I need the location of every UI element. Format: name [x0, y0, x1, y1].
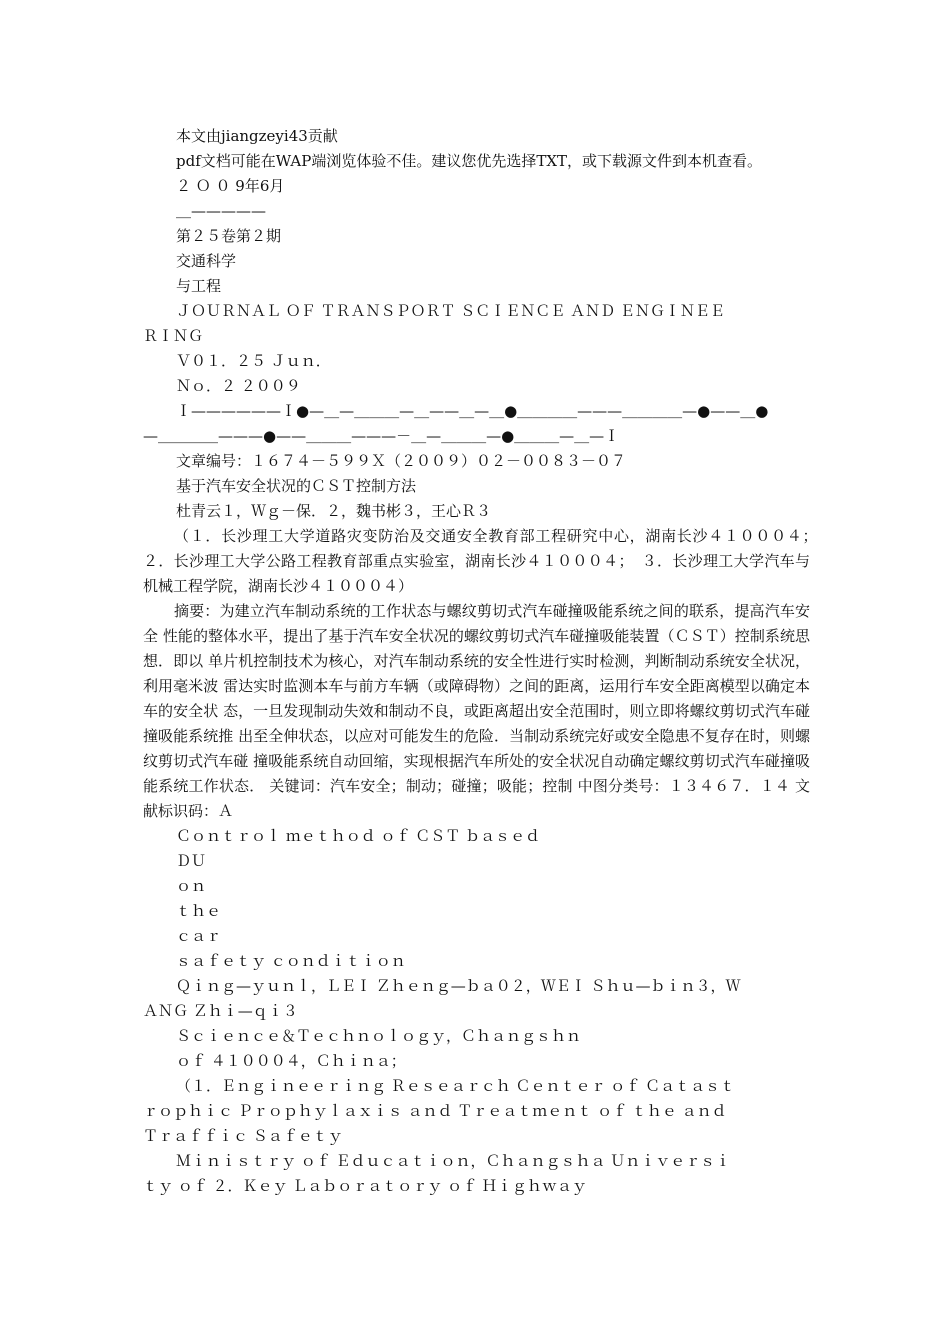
english-affiliation-6: Ｍｉｎｉｓｔｒｙ ｏｆ Ｅｄｕｃａｔｉｏｎ，Ｃｈａｎｇｓｈａ Ｕｎｉｖｅｒｓｉ [176, 1152, 731, 1170]
decorative-rule-2: —＿＿＿＿———●——＿＿＿———－＿—＿＿＿—●＿＿＿—＿—Ｉ [143, 427, 620, 445]
english-title-5: ｃａｒ [176, 927, 222, 945]
english-authors-1: Ｑｉｎｇ—ｙｕｎｌ，ＬＥＩ Ｚｈｅｎｇ—ｂａ０２，ＷＥＩ Ｓｈｕ—ｂｉｎ３，Ｗ [176, 977, 741, 995]
article-abstract: 摘要：为建立汽车制动系统的工作状态与螺纹剪切式汽车碰撞吸能系统之间的联系，提高汽车安全 性能的整体水平，提出了基于汽车安全状况的螺纹剪切式汽车碰撞吸能装置（ＣＳＴ）控制系统思想．即以 单片机控制技术为核心，对汽车制动系统的安全性进行实时检测，判断制动系统安全状况，利用毫米波 雷达实时监测本车与前方车辆（或障碍物）之间的距离，运用行车安全距离模型以确定本车的安全状 态，一旦发现制动失效和制动不良，或距离超出安全范围时，则立即将螺纹剪切式汽车碰撞吸能系统推 出至全伸状态，以应对可能发生的危险．当制动系统完好或安全隐患不复存在时，则螺纹剪切式汽车碰 撞吸能系统自动回缩，实现根据汽车所处的安全状况自动确定螺纹剪切式汽车碰撞吸能系统工作状态． 关键词：汽车安全；制动；碰撞；吸能；控制 中图分类号：１３４６７．１４ 文献标识码：Ａ [143, 602, 810, 820]
article-number: 文章编号：１６７４－５９９Ｘ（２００９）０２－００８３－０７ [176, 452, 627, 470]
journal-name-cn-2: 与工程 [176, 277, 222, 295]
volume-en: Ｖ０１．２５ Ｊｕｎ． [176, 352, 331, 370]
journal-name-en-1: ＪＯＵＲＮＡＬ ＯＦ ＴＲＡＮＳＰＯＲＴ ＳＣＩＥＮＣＥ ＡＮＤ ＥＮＧＩＮＥＥ [176, 302, 725, 320]
journal-name-cn-1: 交通科学 [176, 252, 237, 270]
number-en: Ｎｏ．２ ２００９ [176, 377, 301, 395]
english-affiliation-1: Ｓｃｉｅｎｃｅ＆Ｔｅｃｈｎｏｌｏｇｙ，Ｃｈａｎｇｓｈｎ [176, 1027, 582, 1045]
viewer-notice: pdf文档可能在WAP端浏览体验不佳。建议您优先选择TXT，或下载源文件到本机查看。 [176, 152, 763, 170]
english-affiliation-2: ｏｆ ４１０００４，Ｃｈｉｎａ； [176, 1052, 406, 1070]
volume-issue: 第２５卷第２期 [176, 227, 282, 245]
english-title-1: Ｃｏｎｔｒｏｌ ｍｅｔｈｏｄ ｏｆ ＣＳＴ ｂａｓｅｄ [176, 827, 541, 845]
english-title-4: ｔｈｅ [176, 902, 222, 920]
english-authors-2: ＡＮＧ Ｚｈｉ—ｑｉ３ [143, 1002, 298, 1020]
english-title-3: ｏｎ [176, 877, 207, 895]
header-rule: ＿————— [176, 202, 267, 220]
english-affiliation-5: Ｔｒａｆｆｉｃ Ｓａｆｅｔｙ [143, 1127, 343, 1145]
contributor-line: 本文由jiangzeyi43贡献 [176, 127, 338, 145]
article-authors: 杜青云１，Ｗｇ－保．２，魏书彬３，王心Ｒ３ [176, 502, 492, 520]
document-body [143, 124, 826, 1199]
article-affiliations: （１．长沙理工大学道路灾变防治及交通安全教育部工程研究中心，湖南长沙４１０００４； ２．长沙理工大学公路工程教育部重点实验室，湖南长沙４１０００４； ３．长沙理工大学汽车与机械工程学院，湖南长沙４１０００４） [143, 527, 826, 595]
english-title-2: ＤＵ [176, 852, 207, 870]
english-affiliation-4: ｒｏｐｈｉｃ Ｐｒｏｐｈｙｌａｘｉｓ ａｎｄ Ｔｒｅａｔｍｅｎｔ ｏｆ ｔｈｅ ａｎｄ [143, 1102, 727, 1120]
article-title: 基于汽车安全状况的ＣＳＴ控制方法 [176, 477, 417, 495]
english-affiliation-7: ｔｙ ｏｆ ２．Ｋｅｙ Ｌａｂｏｒａｔｏｒｙ ｏｆ Ｈｉｇｈｗａｙ [143, 1177, 587, 1195]
issue-date: ２ Ｏ ０ 9年6月 [176, 177, 285, 195]
english-title-6: ｓａｆｅｔｙ ｃｏｎｄｉｔｉｏｎ [176, 952, 406, 970]
decorative-rule-1: Ｉ——————Ｉ●—＿—＿＿＿—＿——＿—＿●＿＿＿＿———＿＿＿＿—●——＿● [176, 402, 769, 420]
english-affiliation-3: （１．Ｅｎｇｉｎｅｅｒｉｎｇ Ｒｅｓｅａｒｃｈ Ｃｅｎｔｅｒ ｏｆ Ｃａｔａｓｔ [176, 1077, 736, 1095]
journal-name-en-2: ＲＩＮＧ [143, 327, 204, 345]
